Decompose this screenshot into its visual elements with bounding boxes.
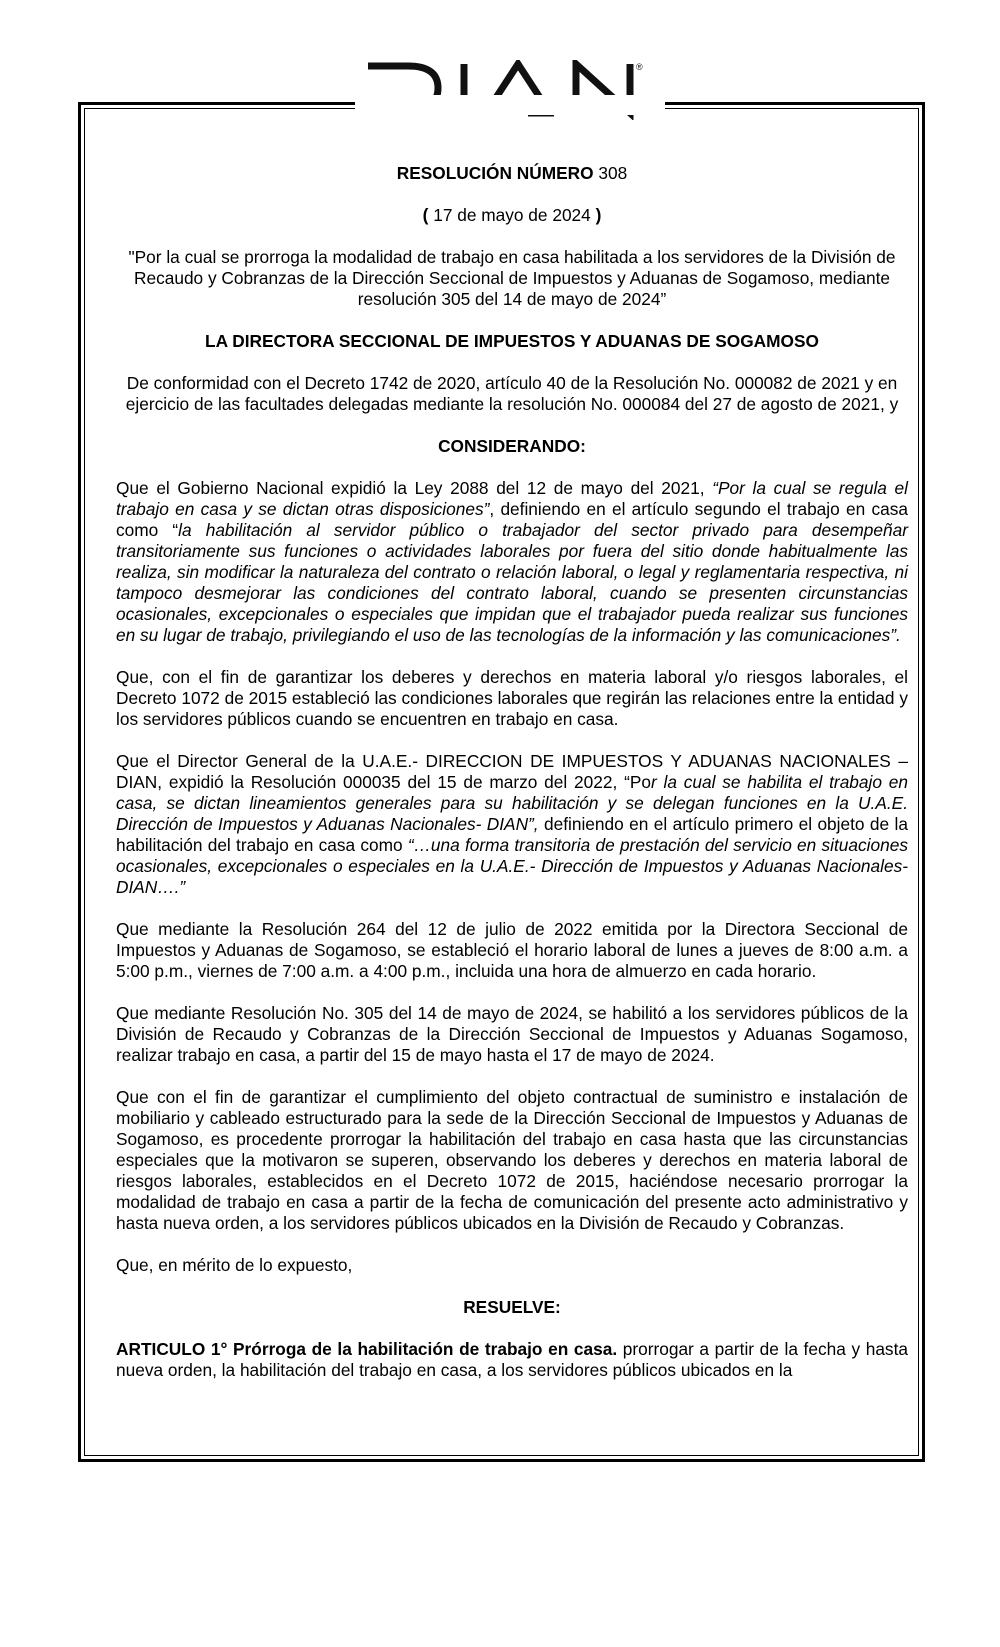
authority-heading: LA DIRECTORA SECCIONAL DE IMPUESTOS Y ADUANAS DE SOGAMOSO — [205, 331, 819, 351]
date-close-paren: ) — [595, 205, 602, 225]
text-run-italic: la habilitación al servidor público o trabajador del sector privado para desempeñar transitoriamente sus funciones o actividades laborales por fuera del sitio donde habitualmente las realiza, sin modificar la naturaleza del contrato o relación laboral, o legal y reglamentaria respectiva, ni tampoco desmejorar las condiciones del contrato laboral, cuando se presenten circunstancias ocasionales, excepcionales o especiales que impidan que el trabajador pueda realizar sus funciones en su lugar de trabajo, privilegiando el uso de las tecnologías de la información y las comunicaciones”. — [116, 520, 908, 645]
article-1-title: ARTICULO 1° Prórroga de la habilitación de trabajo en casa. — [116, 1339, 618, 1359]
text-run: definiendo en el artículo primero el objeto de la habilitación del trabajo en casa como — [116, 814, 908, 855]
article-1 — [116, 1339, 908, 1381]
text-run: Que el Gobierno Nacional expidió la Ley 2088 del 12 de mayo del 2021, — [116, 478, 713, 498]
resolution-label: RESOLUCIÓN NÚMERO — [396, 163, 594, 183]
text-run-italic: r la cual se habilita el trabajo en casa, se dictan lineamientos generales para su habilitación y se delegan funciones en la U.A.E. Dirección de Impuestos y Aduanas Nacionales- DIAN”, — [116, 772, 908, 834]
considerando-paragraph-4: Que mediante la Resolución 264 del 12 de julio de 2022 emitida por la Directora Seccional de Impuestos y Aduanas de Sogamoso, se estableció el horario laboral de lunes a jueves de 8:00 a.m. a 5:00 p.m., viernes de 7:00 a.m. a 4:00 p.m., incluida una hora de almuerzo en cada horario. — [116, 919, 908, 981]
article-1-text: prorrogar a partir de la fecha y hasta nueva orden, la habilitación del trabajo en casa, a los servidores públicos ubicados en la — [116, 1339, 908, 1380]
resuelve-heading: RESUELVE: — [463, 1297, 561, 1317]
considerando-paragraph-5: Que mediante Resolución No. 305 del 14 de mayo de 2024, se habilitó a los servidores públicos de la División de Recaudo y Cobranzas de la Dirección Seccional de Impuestos y Aduanas Sogamoso, realizar trabajo en casa, a partir del 15 de mayo hasta el 17 de mayo de 2024. — [116, 1003, 908, 1065]
date-open-paren: ( — [422, 205, 429, 225]
considerando-paragraph-6: Que con el fin de garantizar el cumplimiento del objeto contractual de suministro e instalación de mobiliario y cableado estructurado para la sede de la Dirección Seccional de Impuestos y Aduanas de Sogamoso, es procedente prorrogar la habilitación del trabajo en casa hasta que las circunstancias especiales que la motivaron se superen, observando los deberes y derechos en materia laboral de riesgos laborales, establecidos en el Decreto 1072 de 2015, haciéndose necesario prorrogar la modalidad de trabajo en casa a partir de la fecha de comunicación del presente acto administrativo y hasta nueva orden, a los servidores públicos ubicados en la División de Recaudo y Cobranzas. — [116, 1087, 908, 1233]
frame-logo-gap — [355, 95, 665, 115]
resolution-date-line — [116, 205, 908, 226]
considerando-paragraph-7: Que, en mérito de lo expuesto, — [116, 1255, 353, 1275]
conformity-paragraph: De conformidad con el Decreto 1742 de 2020, artículo 40 de la Resolución No. 000082 de 2021 y en ejercicio de las facultades delegadas mediante la resolución No. 000084 del 27 de agosto de 2021, y — [125, 373, 899, 414]
resolution-title — [116, 163, 908, 184]
text-run: , definiendo en el artículo segundo el trabajo en casa como “ — [116, 499, 909, 540]
considerando-paragraph-3 — [116, 751, 908, 898]
resolution-date: 17 de mayo de 2024 — [433, 205, 591, 225]
registered-mark: ® — [636, 62, 643, 72]
resolution-number: 308 — [598, 163, 628, 183]
considerando-paragraph-2: Que, con el fin de garantizar los deberes y derechos en materia laboral y/o riesgos laborales, el Decreto 1072 de 2015 estableció las condiciones laborales que regirán las relaciones entre la entidad y los servidores públicos cuando se encuentren en trabajo en casa. — [116, 667, 908, 729]
considerando-heading: CONSIDERANDO: — [438, 436, 586, 456]
resolution-subject: "Por la cual se prorroga la modalidad de trabajo en casa habilitada a los servidores de la División de Recaudo y Cobranzas de la Dirección Seccional de Impuestos y Aduanas de Sogamoso, mediante resolución 305 del 14 de mayo de 2024” — [128, 247, 896, 309]
text-run-italic: “Por la cual se regula el trabajo en casa y se dictan otras disposiciones” — [116, 478, 908, 519]
text-run: Que el Director General de la U.A.E.- DIRECCION DE IMPUESTOS Y ADUANAS NACIONALES – DIAN, expidió la Resolución 000035 del 15 de marzo del 2022, “Po — [116, 751, 908, 792]
considerando-paragraph-1 — [116, 478, 908, 646]
document-body — [116, 163, 908, 1381]
text-run-italic: “…una forma transitoria de prestación del servicio en situaciones ocasionales, excepcionales o especiales en la U.A.E.- Dirección de Impuestos y Aduanas Nacionales- DIAN….” — [116, 835, 908, 897]
